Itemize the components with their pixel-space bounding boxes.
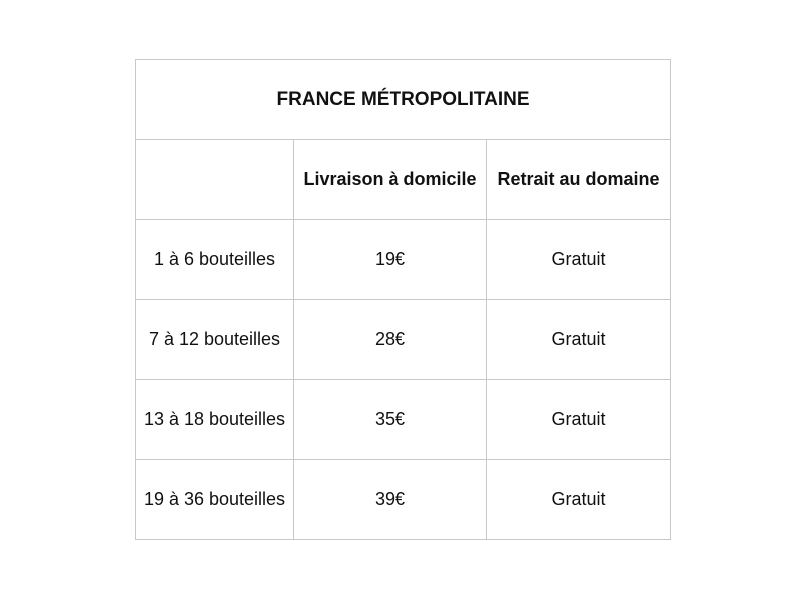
pickup-price-cell: Gratuit <box>487 300 671 380</box>
table-title: FRANCE MÉTROPOLITAINE <box>136 60 671 140</box>
header-row <box>136 140 671 220</box>
quantity-cell: 13 à 18 bouteilles <box>136 380 294 460</box>
header-pickup: Retrait au domaine <box>487 140 671 220</box>
home-delivery-price-cell: 28€ <box>294 300 487 380</box>
home-delivery-price-cell: 39€ <box>294 460 487 540</box>
quantity-cell: 19 à 36 bouteilles <box>136 460 294 540</box>
table-row <box>136 300 671 380</box>
pickup-price-cell: Gratuit <box>487 220 671 300</box>
table-row <box>136 220 671 300</box>
table-row <box>136 380 671 460</box>
home-delivery-price-cell: 19€ <box>294 220 487 300</box>
header-home-delivery: Livraison à domicile <box>294 140 487 220</box>
pickup-price-cell: Gratuit <box>487 380 671 460</box>
header-quantity <box>136 140 294 220</box>
pickup-price-cell: Gratuit <box>487 460 671 540</box>
shipping-rates-table <box>135 59 671 540</box>
table-row <box>136 460 671 540</box>
quantity-cell: 7 à 12 bouteilles <box>136 300 294 380</box>
home-delivery-price-cell: 35€ <box>294 380 487 460</box>
quantity-cell: 1 à 6 bouteilles <box>136 220 294 300</box>
title-row <box>136 60 671 140</box>
